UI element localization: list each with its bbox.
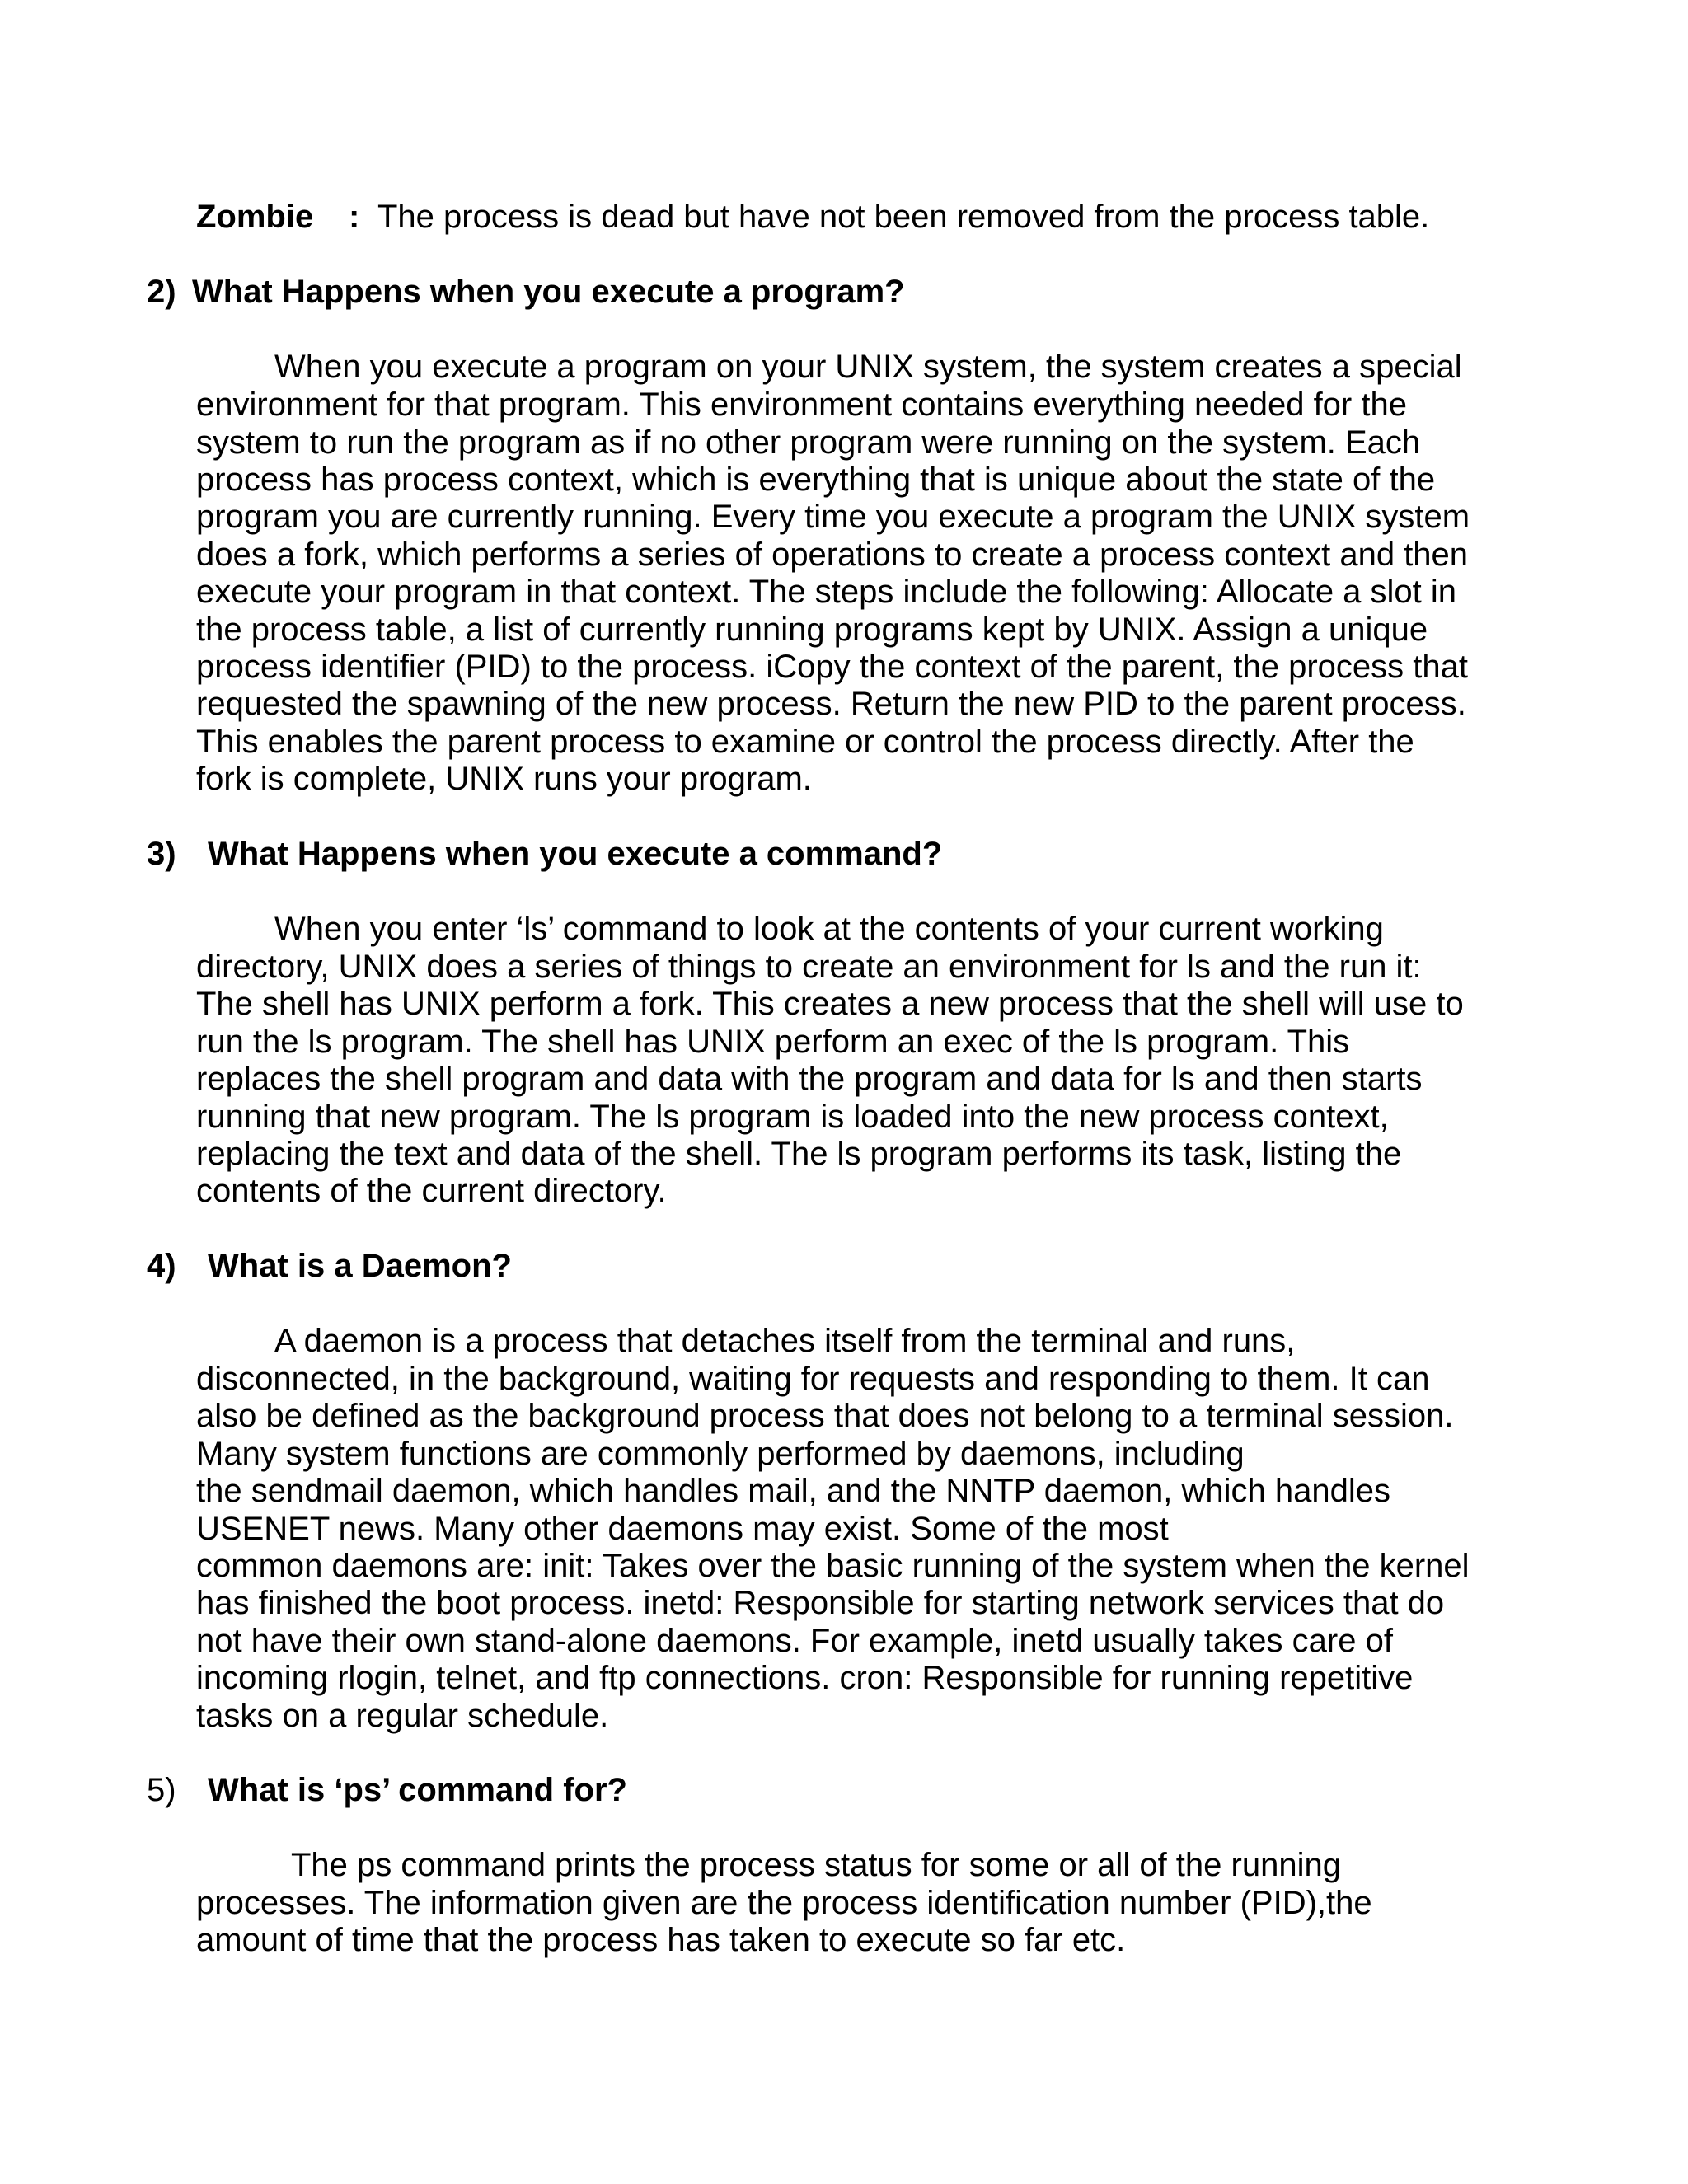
section-2-line: execute your program in that context. The steps include the following: Allocate a slot in [196,574,1457,610]
section-2-line: process identifier (PID) to the process. iCopy the context of the parent, the process that [196,649,1469,685]
section-2-number: 2) [147,274,176,310]
zombie-colon: : [349,199,360,235]
section-3-line: replacing the text and data of the shell. The ls program performs its task, listing the [196,1136,1402,1172]
section-2-line: the process table, a list of currently running programs kept by UNIX. Assign a unique [196,612,1428,648]
section-3-line: When you enter ‘ls’ command to look at the contents of your current working [274,911,1384,947]
section-5-number: 5) [147,1772,176,1808]
section-4-line: the sendmail daemon, which handles mail, and the NNTP daemon, which handles [196,1473,1390,1509]
section-4-line: tasks on a regular schedule. [196,1698,609,1734]
section-4-line: disconnected, in the background, waiting for requests and responding to them. It can [196,1361,1430,1397]
zombie-description: The process is dead but have not been removed from the process table. [377,199,1430,235]
section-3-line: replaces the shell program and data with the program and data for ls and then starts [196,1061,1423,1097]
section-2-line: requested the spawning of the new process. Return the new PID to the parent process. [196,686,1466,722]
section-4-title: What is a Daemon? [208,1248,512,1284]
section-3-line: contents of the current directory. [196,1173,667,1209]
section-4-line: USENET news. Many other daemons may exist. Some of the most [196,1511,1169,1547]
section-4-line: not have their own stand-alone daemons. For example, inetd usually takes care of [196,1623,1393,1659]
section-2-title: What Happens when you execute a program? [192,274,905,310]
zombie-label: Zombie [196,199,314,235]
section-3-title: What Happens when you execute a command? [208,836,943,872]
section-2-line: program you are currently running. Every time you execute a program the UNIX system [196,499,1470,535]
section-4-number: 4) [147,1248,176,1284]
section-5-line: processes. The information given are the process identification number (PID),the [196,1885,1372,1921]
section-3-line: running that new program. The ls program is loaded into the new process context, [196,1099,1389,1135]
section-4-line: Many system functions are commonly performed by daemons, including [196,1436,1245,1472]
section-3-line: directory, UNIX does a series of things to create an environment for ls and the run it: [196,949,1422,985]
section-3-line: The shell has UNIX perform a fork. This creates a new process that the shell will use to [196,986,1464,1022]
section-2-line: When you execute a program on your UNIX system, the system creates a special [274,349,1462,385]
section-4-line: incoming rlogin, telnet, and ftp connections. cron: Responsible for running repetitive [196,1660,1414,1696]
section-2-line: This enables the parent process to examine or control the process directly. After the [196,724,1414,760]
section-3-number: 3) [147,836,176,872]
section-5-line: amount of time that the process has taken to execute so far etc. [196,1922,1126,1958]
section-4-line: has finished the boot process. inetd: Responsible for starting network services that do [196,1585,1445,1621]
section-3-line: run the ls program. The shell has UNIX perform an exec of the ls program. This [196,1024,1350,1060]
section-5-line: The ps command prints the process status for some or all of the running [291,1847,1341,1883]
section-2-line: system to run the program as if no other program were running on the system. Each [196,424,1421,461]
section-4-line: common daemons are: init: Takes over the basic running of the system when the kernel [196,1548,1470,1584]
section-2-line: does a fork, which performs a series of operations to create a process context and then [196,537,1469,573]
section-4-line: A daemon is a process that detaches itself from the terminal and runs, [274,1323,1296,1359]
section-2-line: process has process context, which is everything that is unique about the state of the [196,462,1436,498]
section-2-line: environment for that program. This environment contains everything needed for the [196,387,1407,423]
section-2-line: fork is complete, UNIX runs your program. [196,761,812,797]
section-4-line: also be defined as the background process that does not belong to a terminal session. [196,1398,1454,1434]
section-5-title: What is ‘ps’ command for? [208,1772,627,1808]
